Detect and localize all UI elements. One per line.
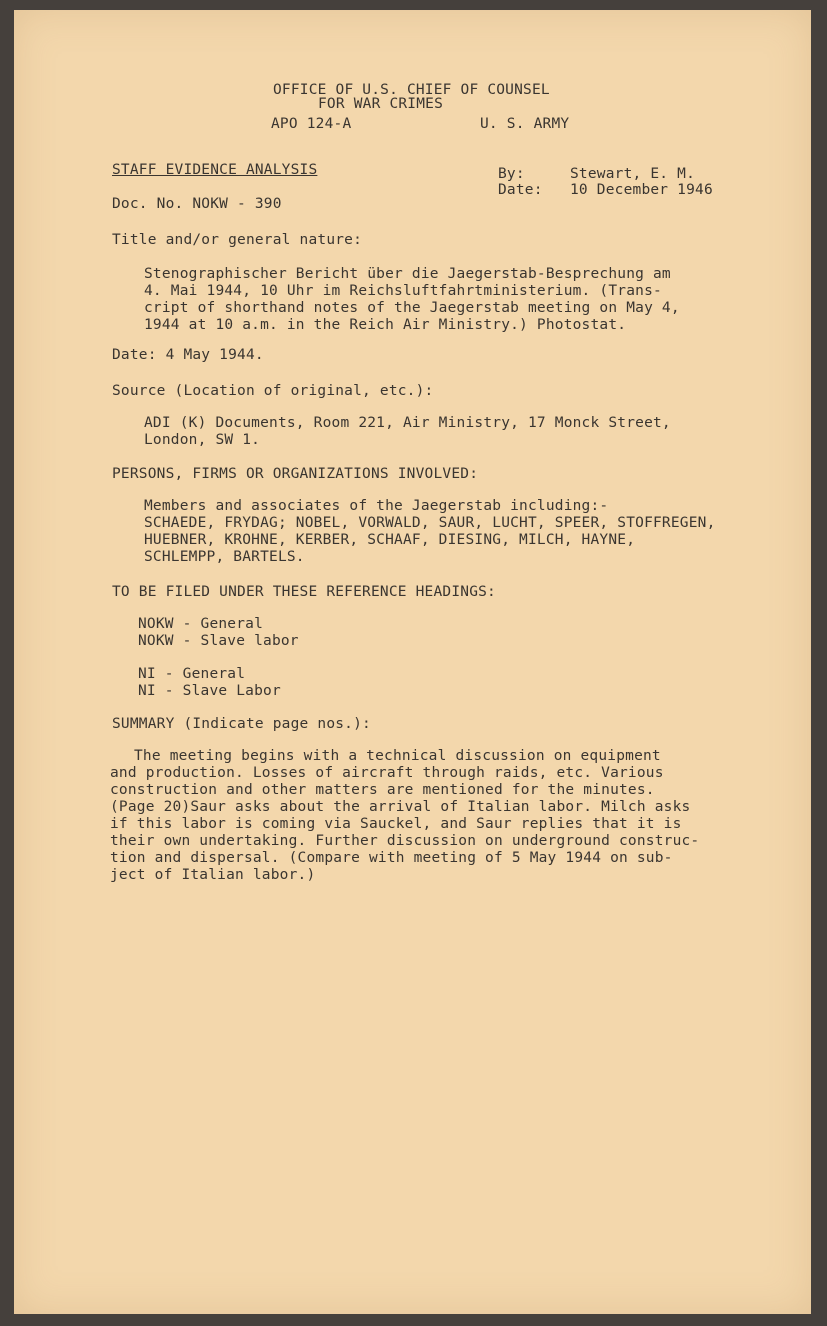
- source-label: Source (Location of original, etc.):: [112, 383, 434, 399]
- summary-line: construction and other matters are mentioned for the minutes.: [110, 782, 655, 798]
- date-value: 10 December 1946: [570, 182, 713, 198]
- typed-document: [14, 10, 811, 1314]
- summary-line: if this labor is coming via Sauckel, and Saur replies that it is: [110, 816, 682, 832]
- doc-number: Doc. No. NOKW - 390: [112, 196, 282, 212]
- document-date: Date: 4 May 1944.: [112, 347, 264, 363]
- persons-line: Members and associates of the Jaegerstab including:-: [144, 498, 609, 514]
- analysis-title: STAFF EVIDENCE ANALYSIS: [112, 162, 318, 178]
- title-line: cript of shorthand notes of the Jaegerstab meeting on May 4,: [144, 300, 680, 316]
- summary-line: tion and dispersal. (Compare with meeting of 5 May 1944 on sub-: [110, 850, 673, 866]
- summary-line: their own undertaking. Further discussion on underground construc-: [110, 833, 700, 849]
- header-war-crimes: FOR WAR CRIMES: [318, 96, 444, 112]
- document-page: [14, 10, 811, 1314]
- summary-line: and production. Losses of aircraft through raids, etc. Various: [110, 765, 664, 781]
- source-line: London, SW 1.: [144, 432, 261, 448]
- filing-label: TO BE FILED UNDER THESE REFERENCE HEADINGS:: [112, 584, 496, 600]
- title-line: Stenographischer Bericht über die Jaegerstab-Besprechung am: [144, 266, 671, 282]
- persons-line: SCHAEDE, FRYDAG; NOBEL, VORWALD, SAUR, LUCHT, SPEER, STOFFREGEN,: [144, 515, 716, 531]
- summary-line: (Page 20)Saur asks about the arrival of Italian labor. Milch asks: [110, 799, 691, 815]
- title-label: Title and/or general nature:: [112, 232, 363, 248]
- persons-line: SCHLEMPP, BARTELS.: [144, 549, 305, 565]
- persons-label: PERSONS, FIRMS OR ORGANIZATIONS INVOLVED:: [112, 466, 479, 482]
- summary-line: ject of Italian labor.): [110, 867, 316, 883]
- header-army: U. S. ARMY: [480, 116, 570, 132]
- filing-item: NI - Slave Labor: [138, 683, 281, 699]
- title-line: 4. Mai 1944, 10 Uhr im Reichsluftfahrtministerium. (Trans-: [144, 283, 662, 299]
- by-value: Stewart, E. M.: [570, 166, 696, 182]
- by-label: By:: [498, 166, 525, 182]
- source-line: ADI (K) Documents, Room 221, Air Ministry, 17 Monck Street,: [144, 415, 671, 431]
- summary-line: The meeting begins with a technical discussion on equipment: [134, 748, 661, 764]
- filing-item: NOKW - Slave labor: [138, 633, 299, 649]
- filing-item: NOKW - General: [138, 616, 264, 632]
- date-label: Date:: [498, 182, 543, 198]
- summary-label: SUMMARY (Indicate page nos.):: [112, 716, 371, 732]
- persons-line: HUEBNER, KROHNE, KERBER, SCHAAF, DIESING, MILCH, HAYNE,: [144, 532, 636, 548]
- title-line: 1944 at 10 a.m. in the Reich Air Ministry.) Photostat.: [144, 317, 627, 333]
- header-office: OFFICE OF U.S. CHIEF OF COUNSEL: [273, 82, 550, 98]
- header-apo: APO 124-A: [271, 116, 352, 132]
- filing-item: NI - General: [138, 666, 246, 682]
